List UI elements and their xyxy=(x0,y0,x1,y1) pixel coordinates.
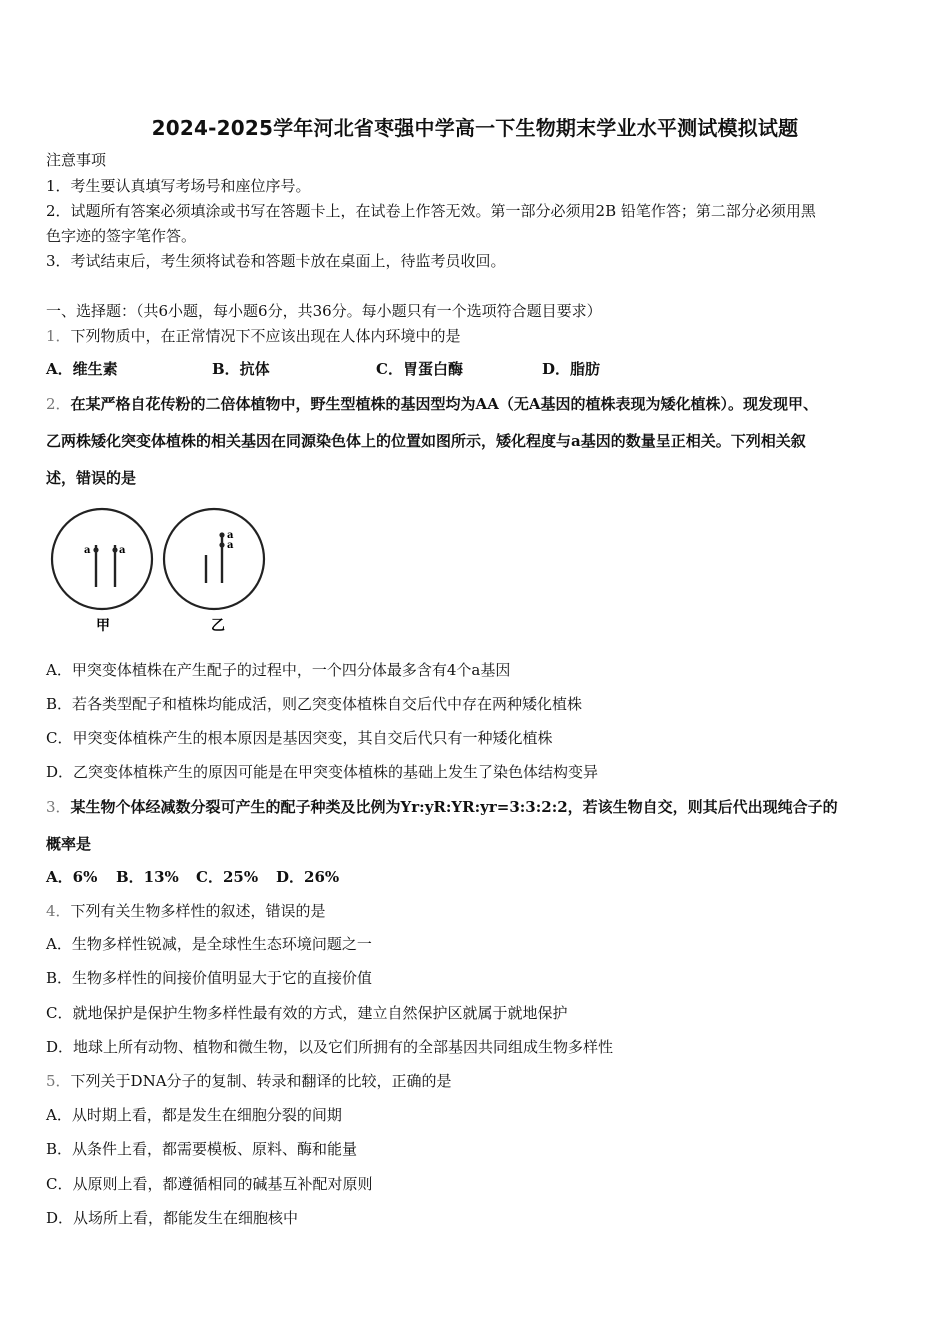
option-a: A．6% xyxy=(46,868,98,886)
gene-label: a xyxy=(227,530,234,541)
label-yi: 乙 xyxy=(211,618,225,634)
q2-option-c: C．甲突变体植株产生的根本原因是基因突变，其自交后代只有一种矮化植株 xyxy=(46,729,553,747)
q4-option-b: B．生物多样性的间接价值明显大于它的直接价值 xyxy=(46,969,373,987)
notice-item-2-cont: 色字迹的签字笔作答。 xyxy=(46,227,197,245)
q2-option-d: D．乙突变体植株产生的原因可能是在甲突变体植株的基础上发生了染色体结构变异 xyxy=(46,763,599,781)
notice-item-2: 2．试题所有答案必须填涂或书写在答题卡上，在试卷上作答无效。第一部分必须用2B 铅笔作答；第二部分必须用黑 xyxy=(46,202,816,220)
question-3-options xyxy=(46,867,339,887)
option-b: B．13% xyxy=(116,868,179,886)
question-stem-line-1: 在某严格自花传粉的二倍体植物中，野生型植株的基因型均为AA（无A基因的植株表现为矮化植株）。现发现甲、 xyxy=(70,395,818,413)
question-stem: 下列关于DNA分子的复制、转录和翻译的比较，正确的是 xyxy=(70,1072,452,1090)
q5-option-a: A．从时期上看，都是发生在细胞分裂的间期 xyxy=(46,1106,342,1124)
chromosome-figure xyxy=(46,505,276,640)
option-d: D．脂肪 xyxy=(542,360,601,378)
question-number: 1． xyxy=(46,327,71,345)
question-stem: 下列物质中，在正常情况下不应该出现在人体内环境中的是 xyxy=(70,327,461,345)
section-heading: 一、选择题：（共6小题，每小题6分，共36分。每小题只有一个选项符合题目要求） xyxy=(46,302,602,320)
question-2 xyxy=(46,394,818,414)
question-number: 3． xyxy=(46,798,71,816)
option-a: A．维生素 xyxy=(46,360,118,378)
option-b: B．抗体 xyxy=(212,360,270,378)
gene-locus-yi-2 xyxy=(219,542,224,547)
gene-label: a xyxy=(227,540,234,551)
q4-option-a: A．生物多样性锐减，是全球性生态环境问题之一 xyxy=(46,935,372,953)
question-stem-line-3: 述，错误的是 xyxy=(46,469,137,487)
question-1 xyxy=(46,326,461,346)
question-5 xyxy=(46,1071,452,1091)
question-1-options xyxy=(46,359,600,379)
gene-label: a xyxy=(84,545,91,556)
cell-yi-outline xyxy=(164,509,264,609)
gene-label: a xyxy=(119,545,126,556)
question-number: 2． xyxy=(46,395,71,413)
q5-option-d: D．从场所上看，都能发生在细胞核中 xyxy=(46,1209,299,1227)
question-stem: 下列有关生物多样性的叙述，错误的是 xyxy=(70,902,326,920)
question-stem-line-2: 乙两株矮化突变体植株的相关基因在同源染色体上的位置如图所示，矮化程度与a基因的数量呈正相关。下列相关叙 xyxy=(46,432,806,450)
question-number: 4． xyxy=(46,902,71,920)
gene-locus-jia-2 xyxy=(112,547,117,552)
question-stem-line-2: 概率是 xyxy=(46,835,92,853)
notice-heading: 注意事项 xyxy=(46,151,107,169)
question-number: 5． xyxy=(46,1072,71,1090)
option-c: C．胃蛋白酶 xyxy=(376,360,463,378)
option-d: D．26% xyxy=(276,868,340,886)
page-title: 2024-2025学年河北省枣强中学高一下生物期末学业水平测试模拟试题 xyxy=(151,116,799,140)
q2-option-b: B．若各类型配子和植株均能成活，则乙突变体植株自交后代中存在两种矮化植株 xyxy=(46,695,583,713)
gene-locus-yi-1 xyxy=(219,532,224,537)
question-3 xyxy=(46,797,838,817)
q4-option-d: D．地球上所有动物、植物和微生物，以及它们所拥有的全部基因共同组成生物多样性 xyxy=(46,1038,614,1056)
label-jia: 甲 xyxy=(96,618,110,634)
question-4 xyxy=(46,901,326,921)
q2-option-a: A．甲突变体植株在产生配子的过程中，一个四分体最多含有4个a基因 xyxy=(46,661,511,679)
option-c: C．25% xyxy=(196,868,259,886)
notice-item-1: 1．考生要认真填写考场号和座位序号。 xyxy=(46,177,311,195)
q5-option-b: B．从条件上看，都需要模板、原料、酶和能量 xyxy=(46,1140,358,1158)
notice-item-3: 3．考试结束后，考生须将试卷和答题卡放在桌面上，待监考员收回。 xyxy=(46,252,506,270)
question-stem-line-1: 某生物个体经减数分裂可产生的配子种类及比例为Yr:yR:YR:yr=3:3:2:2，若该生物自交，则其后代出现纯合子的 xyxy=(70,798,838,816)
q5-option-c: C．从原则上看，都遵循相同的碱基互补配对原则 xyxy=(46,1175,373,1193)
chromosome-diagram xyxy=(46,505,276,640)
cell-jia-outline xyxy=(52,509,152,609)
gene-locus-jia-1 xyxy=(93,547,98,552)
q4-option-c: C．就地保护是保护生物多样性最有效的方式，建立自然保护区就属于就地保护 xyxy=(46,1004,568,1022)
